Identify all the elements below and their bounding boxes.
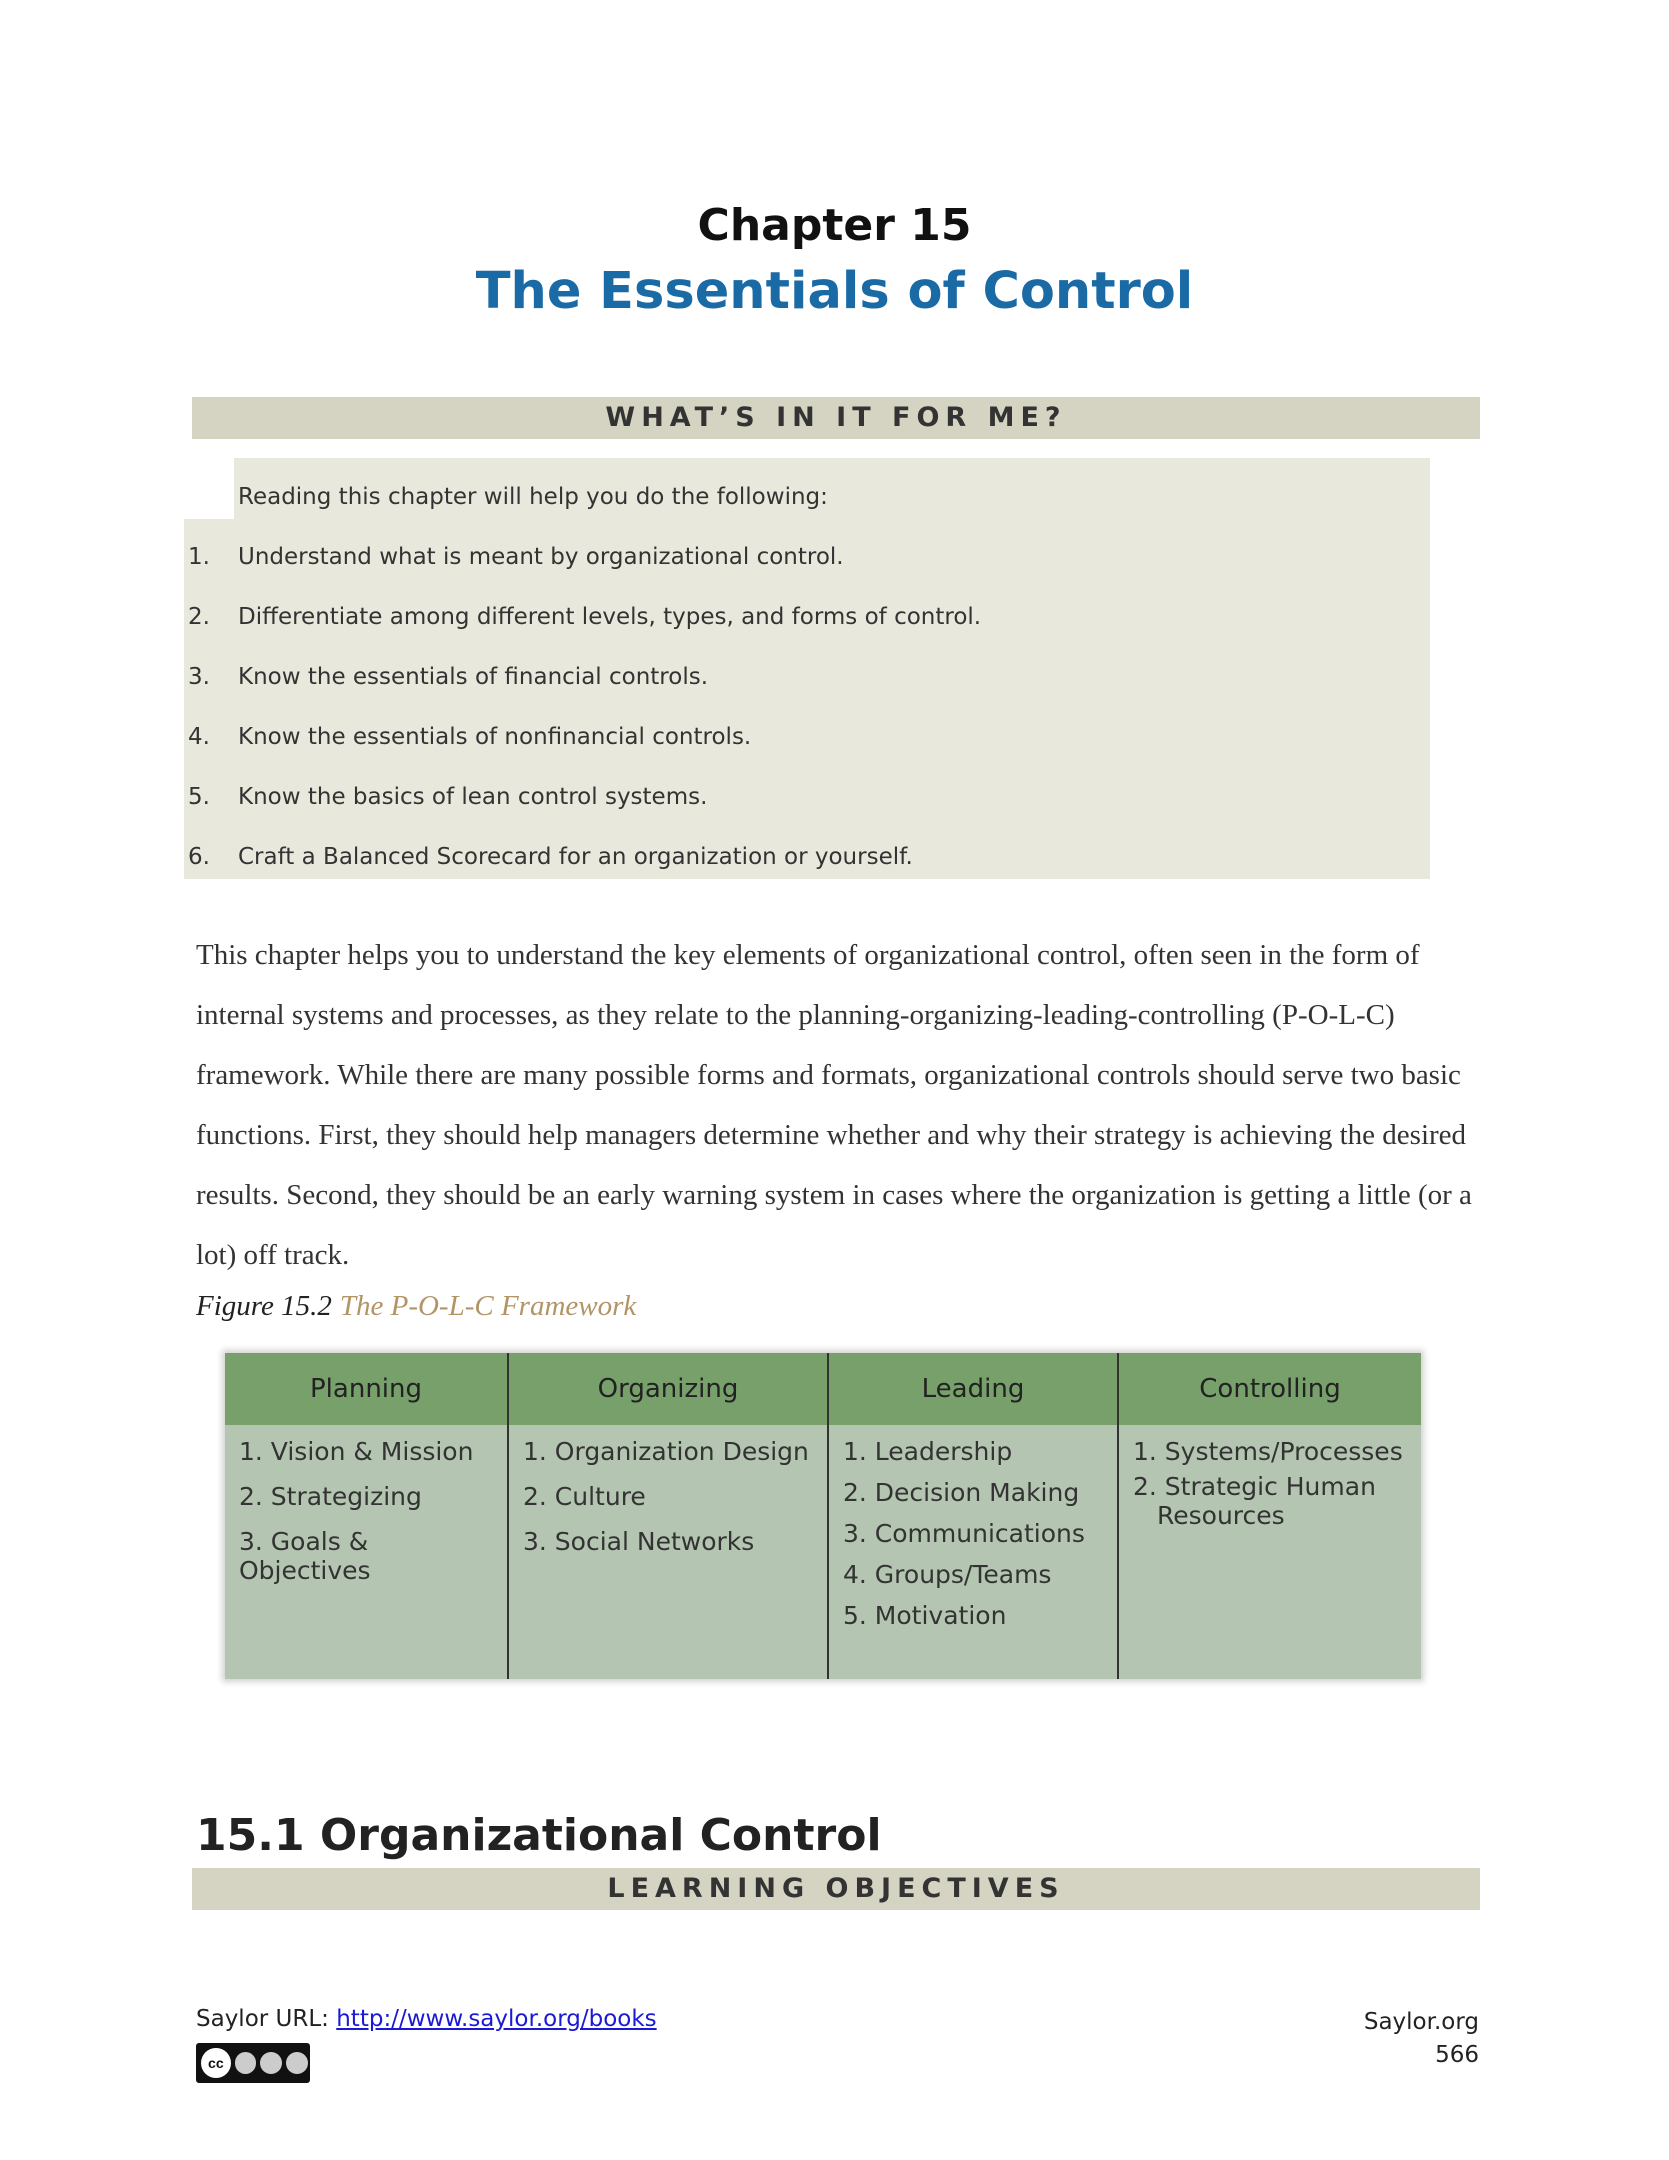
column-organizing xyxy=(508,1425,828,1679)
list-item: 3. Goals & Objectives xyxy=(239,1527,371,1585)
list-item: 3. Communications xyxy=(843,1519,1085,1548)
page-number: 566 xyxy=(1435,2042,1479,2068)
footer-url xyxy=(196,2006,657,2032)
chapter-title: The Essentials of Control xyxy=(475,262,1194,321)
section-title: 15.1 Organizational Control xyxy=(196,1810,882,1861)
figure-caption xyxy=(196,1290,636,1323)
objectives-list xyxy=(188,544,981,904)
column-leading xyxy=(828,1425,1118,1679)
objectives-intro: Reading this chapter will help you do the following: xyxy=(238,484,828,510)
list-item: 5. Know the basics of lean control systems. xyxy=(188,784,708,810)
list-item: 3. Social Networks xyxy=(523,1527,755,1556)
list-item: 2. Strategizing xyxy=(239,1482,422,1511)
list-item: 1. Systems/Processes xyxy=(1133,1437,1403,1466)
polc-framework-table xyxy=(225,1353,1421,1679)
list-item: 1. Vision & Mission xyxy=(239,1437,474,1466)
column-header-leading: Leading xyxy=(828,1353,1118,1425)
list-item: 2. Decision Making xyxy=(843,1478,1080,1507)
figure-number: Figure 15.2 xyxy=(196,1290,332,1322)
column-header-planning: Planning xyxy=(225,1353,508,1425)
footer-site: Saylor.org xyxy=(1363,2009,1479,2035)
list-item: 1. Leadership xyxy=(843,1437,1013,1466)
column-planning xyxy=(225,1425,508,1679)
column-controlling xyxy=(1118,1425,1421,1679)
list-item: 3. Know the essentials of financial controls. xyxy=(188,664,709,690)
list-item: 4. Groups/Teams xyxy=(843,1560,1052,1589)
list-item: 2. Culture xyxy=(523,1482,646,1511)
list-item: 1. Understand what is meant by organizational control. xyxy=(188,544,844,570)
footer-url-label: Saylor URL: xyxy=(196,2006,329,2032)
figure-title: The P-O-L-C Framework xyxy=(339,1290,637,1322)
saylor-books-link[interactable]: http://www.saylor.org/books xyxy=(336,2006,657,2032)
list-item: 2. Differentiate among different levels, types, and forms of control. xyxy=(188,604,982,630)
list-item: 4. Know the essentials of nonfinancial controls. xyxy=(188,724,752,750)
column-header-organizing: Organizing xyxy=(508,1353,828,1425)
learning-objectives-banner: LEARNING OBJECTIVES xyxy=(192,1868,1480,1910)
column-header-controlling: Controlling xyxy=(1118,1353,1421,1425)
list-item: 5. Motivation xyxy=(843,1601,1007,1630)
whats-in-it-banner: WHAT’S IN IT FOR ME? xyxy=(192,397,1480,439)
list-item: 2. Strategic Human Resources xyxy=(1133,1472,1376,1530)
footer-site-info xyxy=(1364,2006,1479,2072)
body-paragraph: This chapter helps you to understand the key elements of organizational control, often seen in the form of internal systems and processes, as they relate to the planning-organizing-leading-controlling (P-O-L-C) framework. While there are many possible forms and formats, organizational controls should serve two basic functions. First, they should help managers determine whether and why their strategy is achieving the desired results. Second, they should be an early warning system in cases where the organization is getting a little (or a lot) off track. xyxy=(196,939,1472,1271)
list-item: 1. Organization Design xyxy=(523,1437,809,1466)
cc-by-nc-sa-icon: cc xyxy=(196,2043,310,2083)
list-item: 6. Craft a Balanced Scorecard for an organization or yourself. xyxy=(188,844,913,870)
chapter-label: Chapter 15 xyxy=(697,200,972,251)
